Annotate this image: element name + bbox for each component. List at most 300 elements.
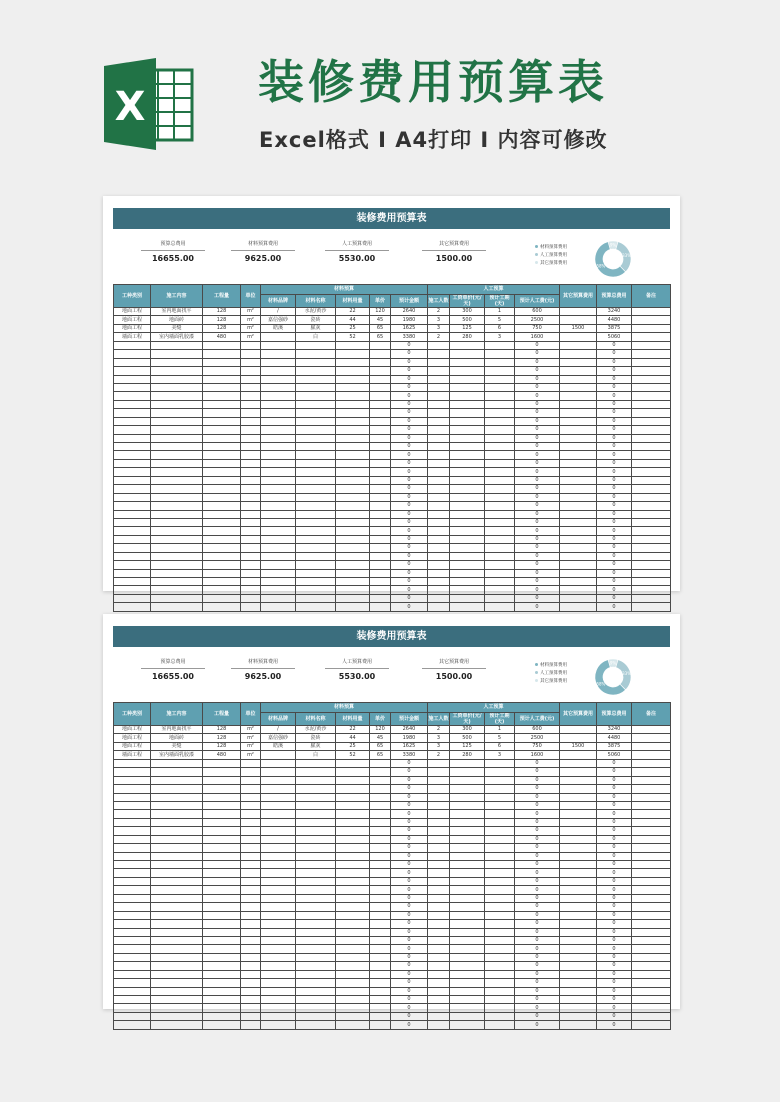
table-cell[interactable]	[632, 493, 671, 501]
table-cell[interactable]	[203, 785, 241, 793]
table-cell[interactable]: 0	[515, 594, 560, 602]
table-cell[interactable]	[241, 768, 261, 776]
table-cell[interactable]	[151, 861, 203, 869]
table-cell[interactable]	[632, 510, 671, 518]
table-cell[interactable]	[114, 928, 151, 936]
table-cell[interactable]	[450, 768, 485, 776]
table-cell[interactable]: 0	[391, 561, 428, 569]
table-cell[interactable]: 128	[203, 316, 241, 324]
table-cell[interactable]	[114, 510, 151, 518]
table-cell[interactable]: 地面砖	[151, 734, 203, 742]
table-cell[interactable]: 1980	[391, 316, 428, 324]
table-cell[interactable]: 2640	[391, 726, 428, 734]
table-cell[interactable]	[428, 409, 450, 417]
table-cell[interactable]	[151, 383, 203, 391]
table-cell[interactable]	[296, 928, 336, 936]
table-cell[interactable]	[560, 759, 597, 767]
table-cell[interactable]	[336, 962, 370, 970]
table-cell[interactable]	[632, 324, 671, 332]
table-cell[interactable]	[336, 996, 370, 1004]
table-cell[interactable]	[261, 443, 296, 451]
table-cell[interactable]	[261, 928, 296, 936]
table-cell[interactable]: 0	[391, 468, 428, 476]
table-cell[interactable]: 0	[597, 569, 632, 577]
table-cell[interactable]	[450, 945, 485, 953]
table-cell[interactable]: 0	[597, 586, 632, 594]
table-cell[interactable]: 0	[597, 1021, 632, 1029]
table-cell[interactable]	[428, 810, 450, 818]
table-cell[interactable]: 0	[515, 493, 560, 501]
table-cell[interactable]	[296, 586, 336, 594]
table-cell[interactable]: 65	[370, 324, 391, 332]
table-cell[interactable]	[428, 518, 450, 526]
table-cell[interactable]	[450, 375, 485, 383]
table-cell[interactable]	[485, 759, 515, 767]
table-cell[interactable]: 0	[597, 920, 632, 928]
table-cell[interactable]	[370, 518, 391, 526]
table-cell[interactable]	[296, 793, 336, 801]
table-cell[interactable]	[632, 443, 671, 451]
table-cell[interactable]: 25	[336, 742, 370, 750]
table-cell[interactable]	[560, 603, 597, 611]
table-cell[interactable]	[450, 827, 485, 835]
table-cell[interactable]	[261, 1021, 296, 1029]
table-cell[interactable]	[241, 468, 261, 476]
table-cell[interactable]	[114, 502, 151, 510]
table-cell[interactable]	[336, 1004, 370, 1012]
table-cell[interactable]: 0	[391, 485, 428, 493]
table-cell[interactable]	[560, 527, 597, 535]
table-cell[interactable]	[241, 894, 261, 902]
table-cell[interactable]: 0	[391, 894, 428, 902]
table-cell[interactable]: m²	[241, 324, 261, 332]
table-cell[interactable]	[114, 793, 151, 801]
table-cell[interactable]	[632, 1021, 671, 1029]
table-cell[interactable]	[428, 367, 450, 375]
table-cell[interactable]: 地面工程	[114, 742, 151, 750]
table-cell[interactable]	[114, 400, 151, 408]
table-cell[interactable]: 0	[597, 936, 632, 944]
table-cell[interactable]	[632, 485, 671, 493]
table-cell[interactable]	[632, 903, 671, 911]
table-cell[interactable]	[241, 785, 261, 793]
table-cell[interactable]: 瓷砖	[296, 734, 336, 742]
table-cell[interactable]	[450, 535, 485, 543]
table-cell[interactable]	[485, 518, 515, 526]
table-cell[interactable]: 6	[485, 742, 515, 750]
table-cell[interactable]: 0	[597, 510, 632, 518]
table-cell[interactable]: 0	[515, 375, 560, 383]
table-cell[interactable]	[560, 734, 597, 742]
table-cell[interactable]	[336, 493, 370, 501]
table-cell[interactable]: 0	[515, 409, 560, 417]
table-cell[interactable]: 水泥/黄沙	[296, 726, 336, 734]
table-cell[interactable]	[151, 409, 203, 417]
table-cell[interactable]	[203, 443, 241, 451]
table-cell[interactable]	[428, 544, 450, 552]
table-cell[interactable]: 0	[597, 894, 632, 902]
table-cell[interactable]	[370, 928, 391, 936]
table-cell[interactable]	[560, 586, 597, 594]
table-cell[interactable]	[428, 417, 450, 425]
table-cell[interactable]	[485, 459, 515, 467]
table-cell[interactable]: 0	[391, 776, 428, 784]
table-cell[interactable]	[296, 1012, 336, 1020]
table-cell[interactable]	[151, 392, 203, 400]
table-cell[interactable]: 0	[391, 417, 428, 425]
table-cell[interactable]	[370, 768, 391, 776]
table-cell[interactable]	[632, 409, 671, 417]
table-cell[interactable]	[632, 476, 671, 484]
table-cell[interactable]	[632, 987, 671, 995]
table-cell[interactable]	[632, 759, 671, 767]
table-cell[interactable]	[560, 996, 597, 1004]
table-cell[interactable]	[261, 518, 296, 526]
table-cell[interactable]	[336, 417, 370, 425]
table-cell[interactable]	[450, 818, 485, 826]
table-cell[interactable]	[203, 996, 241, 1004]
table-cell[interactable]: 0	[515, 818, 560, 826]
table-cell[interactable]	[560, 911, 597, 919]
table-cell[interactable]: 0	[515, 903, 560, 911]
table-cell[interactable]: 0	[597, 468, 632, 476]
table-cell[interactable]: 3875	[597, 324, 632, 332]
table-cell[interactable]	[241, 569, 261, 577]
table-cell[interactable]	[450, 341, 485, 349]
table-cell[interactable]	[296, 759, 336, 767]
table-cell[interactable]	[114, 569, 151, 577]
table-cell[interactable]	[560, 400, 597, 408]
table-cell[interactable]	[114, 561, 151, 569]
table-cell[interactable]	[560, 953, 597, 961]
table-cell[interactable]: 3	[428, 324, 450, 332]
table-cell[interactable]	[336, 776, 370, 784]
table-cell[interactable]	[632, 578, 671, 586]
table-cell[interactable]: 0	[391, 996, 428, 1004]
table-cell[interactable]	[450, 987, 485, 995]
table-cell[interactable]	[151, 544, 203, 552]
table-cell[interactable]	[151, 869, 203, 877]
table-cell[interactable]	[261, 434, 296, 442]
table-cell[interactable]: 0	[515, 886, 560, 894]
table-cell[interactable]	[296, 358, 336, 366]
table-cell[interactable]: 2500	[515, 734, 560, 742]
table-cell[interactable]	[203, 485, 241, 493]
table-cell[interactable]	[428, 510, 450, 518]
table-cell[interactable]	[485, 417, 515, 425]
table-cell[interactable]	[241, 801, 261, 809]
table-cell[interactable]	[261, 594, 296, 602]
table-cell[interactable]	[336, 434, 370, 442]
table-cell[interactable]	[632, 1012, 671, 1020]
table-cell[interactable]	[370, 510, 391, 518]
table-cell[interactable]	[428, 561, 450, 569]
table-cell[interactable]	[151, 987, 203, 995]
table-cell[interactable]	[560, 367, 597, 375]
table-cell[interactable]	[632, 468, 671, 476]
table-cell[interactable]: 美缝	[151, 742, 203, 750]
table-cell[interactable]	[114, 818, 151, 826]
table-cell[interactable]: 0	[515, 785, 560, 793]
table-cell[interactable]	[428, 434, 450, 442]
table-cell[interactable]	[632, 793, 671, 801]
table-cell[interactable]	[450, 603, 485, 611]
table-cell[interactable]	[450, 1021, 485, 1029]
table-cell[interactable]	[336, 459, 370, 467]
table-cell[interactable]	[450, 759, 485, 767]
table-cell[interactable]	[632, 818, 671, 826]
table-cell[interactable]	[261, 341, 296, 349]
table-cell[interactable]: 5	[485, 734, 515, 742]
table-cell[interactable]	[485, 552, 515, 560]
table-cell[interactable]	[296, 987, 336, 995]
table-cell[interactable]	[450, 869, 485, 877]
table-cell[interactable]	[241, 375, 261, 383]
table-cell[interactable]	[203, 759, 241, 767]
table-cell[interactable]	[560, 920, 597, 928]
table-cell[interactable]	[261, 970, 296, 978]
table-cell[interactable]	[485, 367, 515, 375]
table-cell[interactable]	[336, 586, 370, 594]
table-cell[interactable]	[485, 801, 515, 809]
table-cell[interactable]	[632, 827, 671, 835]
table-cell[interactable]: 1	[485, 308, 515, 316]
table-cell[interactable]	[632, 726, 671, 734]
table-cell[interactable]	[114, 375, 151, 383]
table-cell[interactable]: 128	[203, 324, 241, 332]
table-cell[interactable]	[485, 945, 515, 953]
table-cell[interactable]	[336, 367, 370, 375]
table-cell[interactable]: 2	[428, 726, 450, 734]
table-cell[interactable]	[296, 810, 336, 818]
table-cell[interactable]	[428, 945, 450, 953]
table-cell[interactable]	[296, 920, 336, 928]
table-cell[interactable]	[241, 1004, 261, 1012]
table-cell[interactable]	[560, 383, 597, 391]
table-cell[interactable]	[241, 350, 261, 358]
table-cell[interactable]	[203, 350, 241, 358]
table-cell[interactable]	[261, 953, 296, 961]
table-cell[interactable]: 0	[391, 877, 428, 885]
table-cell[interactable]	[485, 903, 515, 911]
table-cell[interactable]	[428, 928, 450, 936]
table-cell[interactable]: 0	[515, 426, 560, 434]
table-cell[interactable]	[370, 970, 391, 978]
table-cell[interactable]	[428, 603, 450, 611]
table-cell[interactable]	[450, 920, 485, 928]
table-cell[interactable]: 0	[597, 1004, 632, 1012]
table-cell[interactable]	[485, 510, 515, 518]
table-cell[interactable]: 水泥/黄沙	[296, 308, 336, 316]
table-cell[interactable]	[241, 818, 261, 826]
table-cell[interactable]	[336, 903, 370, 911]
table-cell[interactable]	[261, 979, 296, 987]
table-cell[interactable]	[151, 443, 203, 451]
table-cell[interactable]	[151, 569, 203, 577]
table-cell[interactable]	[336, 987, 370, 995]
table-cell[interactable]	[336, 928, 370, 936]
table-cell[interactable]: 22	[336, 308, 370, 316]
table-cell[interactable]: 0	[515, 552, 560, 560]
table-cell[interactable]: 美缝	[151, 324, 203, 332]
table-cell[interactable]	[203, 552, 241, 560]
table-cell[interactable]	[114, 835, 151, 843]
table-cell[interactable]	[560, 810, 597, 818]
table-cell[interactable]: 750	[515, 324, 560, 332]
table-cell[interactable]	[336, 945, 370, 953]
table-cell[interactable]: 0	[515, 561, 560, 569]
table-cell[interactable]: 0	[391, 953, 428, 961]
table-cell[interactable]	[203, 827, 241, 835]
table-cell[interactable]	[370, 544, 391, 552]
table-cell[interactable]	[203, 569, 241, 577]
table-cell[interactable]	[450, 476, 485, 484]
table-cell[interactable]: 0	[597, 502, 632, 510]
table-cell[interactable]: 0	[391, 443, 428, 451]
table-cell[interactable]	[370, 996, 391, 1004]
table-cell[interactable]	[203, 341, 241, 349]
table-cell[interactable]: 0	[515, 877, 560, 885]
table-cell[interactable]	[428, 535, 450, 543]
table-cell[interactable]	[203, 911, 241, 919]
table-cell[interactable]	[428, 502, 450, 510]
table-cell[interactable]	[560, 434, 597, 442]
table-cell[interactable]	[485, 443, 515, 451]
table-cell[interactable]: 0	[597, 877, 632, 885]
table-cell[interactable]: 2	[428, 308, 450, 316]
table-cell[interactable]	[450, 485, 485, 493]
table-cell[interactable]: 120	[370, 726, 391, 734]
table-cell[interactable]	[450, 400, 485, 408]
table-cell[interactable]: 0	[515, 400, 560, 408]
table-cell[interactable]: 0	[391, 375, 428, 383]
table-cell[interactable]	[241, 409, 261, 417]
table-cell[interactable]: 0	[515, 383, 560, 391]
table-cell[interactable]	[632, 979, 671, 987]
table-cell[interactable]: 1	[485, 726, 515, 734]
table-cell[interactable]: 0	[391, 493, 428, 501]
table-cell[interactable]	[560, 426, 597, 434]
table-cell[interactable]: 44	[336, 316, 370, 324]
table-cell[interactable]	[336, 1012, 370, 1020]
table-cell[interactable]	[241, 844, 261, 852]
table-cell[interactable]	[151, 1012, 203, 1020]
table-cell[interactable]	[370, 785, 391, 793]
table-cell[interactable]	[261, 485, 296, 493]
table-cell[interactable]	[336, 785, 370, 793]
table-cell[interactable]: 地面砖	[151, 316, 203, 324]
table-cell[interactable]	[261, 350, 296, 358]
table-cell[interactable]	[203, 861, 241, 869]
table-cell[interactable]	[296, 852, 336, 860]
table-cell[interactable]	[485, 818, 515, 826]
table-cell[interactable]	[261, 552, 296, 560]
table-cell[interactable]	[203, 835, 241, 843]
table-cell[interactable]: /	[261, 726, 296, 734]
table-cell[interactable]	[261, 535, 296, 543]
table-cell[interactable]: 0	[515, 350, 560, 358]
table-cell[interactable]	[560, 417, 597, 425]
table-cell[interactable]: 0	[391, 459, 428, 467]
table-cell[interactable]	[114, 996, 151, 1004]
table-cell[interactable]: 0	[597, 801, 632, 809]
table-cell[interactable]: 0	[597, 341, 632, 349]
table-cell[interactable]: 0	[391, 768, 428, 776]
table-cell[interactable]	[632, 911, 671, 919]
table-cell[interactable]	[151, 603, 203, 611]
table-cell[interactable]	[560, 852, 597, 860]
table-cell[interactable]	[296, 367, 336, 375]
table-cell[interactable]	[632, 434, 671, 442]
table-cell[interactable]	[428, 400, 450, 408]
table-cell[interactable]: 0	[515, 776, 560, 784]
table-cell[interactable]	[560, 544, 597, 552]
table-cell[interactable]	[560, 358, 597, 366]
table-cell[interactable]	[485, 400, 515, 408]
table-cell[interactable]	[261, 527, 296, 535]
table-cell[interactable]: 1500	[560, 742, 597, 750]
table-cell[interactable]	[114, 945, 151, 953]
table-cell[interactable]	[450, 962, 485, 970]
table-cell[interactable]	[296, 945, 336, 953]
table-cell[interactable]	[485, 527, 515, 535]
table-cell[interactable]	[151, 518, 203, 526]
table-cell[interactable]	[203, 810, 241, 818]
table-cell[interactable]	[485, 835, 515, 843]
table-cell[interactable]	[632, 1004, 671, 1012]
table-cell[interactable]	[428, 818, 450, 826]
table-cell[interactable]	[450, 810, 485, 818]
table-cell[interactable]	[151, 417, 203, 425]
table-cell[interactable]	[261, 768, 296, 776]
table-cell[interactable]: 0	[515, 768, 560, 776]
table-cell[interactable]: 0	[391, 827, 428, 835]
table-cell[interactable]: 0	[391, 759, 428, 767]
table-cell[interactable]: 皓溪	[261, 324, 296, 332]
table-cell[interactable]	[261, 987, 296, 995]
table-cell[interactable]	[261, 392, 296, 400]
table-cell[interactable]: 3	[428, 316, 450, 324]
table-cell[interactable]	[241, 544, 261, 552]
table-cell[interactable]	[450, 970, 485, 978]
table-cell[interactable]	[370, 818, 391, 826]
table-cell[interactable]	[114, 903, 151, 911]
table-cell[interactable]: 0	[391, 552, 428, 560]
table-cell[interactable]	[370, 861, 391, 869]
table-cell[interactable]	[560, 827, 597, 835]
table-cell[interactable]	[296, 443, 336, 451]
table-cell[interactable]	[560, 979, 597, 987]
table-cell[interactable]	[203, 928, 241, 936]
table-cell[interactable]	[151, 953, 203, 961]
table-cell[interactable]	[560, 785, 597, 793]
table-cell[interactable]	[370, 594, 391, 602]
table-cell[interactable]	[560, 861, 597, 869]
table-cell[interactable]	[114, 785, 151, 793]
table-cell[interactable]	[336, 358, 370, 366]
table-cell[interactable]	[114, 544, 151, 552]
table-cell[interactable]	[261, 818, 296, 826]
table-cell[interactable]	[261, 367, 296, 375]
table-cell[interactable]	[632, 569, 671, 577]
table-cell[interactable]	[296, 911, 336, 919]
table-cell[interactable]: 0	[391, 367, 428, 375]
table-cell[interactable]	[296, 776, 336, 784]
table-cell[interactable]	[632, 936, 671, 944]
table-cell[interactable]: 44	[336, 734, 370, 742]
table-cell[interactable]	[203, 801, 241, 809]
table-cell[interactable]	[370, 392, 391, 400]
